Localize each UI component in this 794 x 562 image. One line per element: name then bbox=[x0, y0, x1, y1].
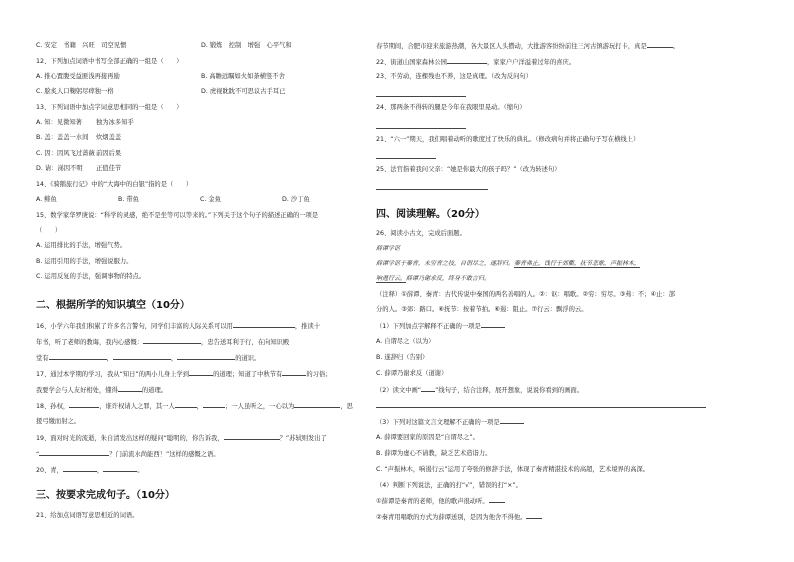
q19-line2 bbox=[36, 450, 220, 459]
sub-q1-option-b: B. 遂辞归（告别） bbox=[376, 354, 429, 361]
q17-text-4: 我要学会与人友好相处，懂得 bbox=[36, 387, 118, 394]
q20-text-3: 。 bbox=[137, 467, 144, 474]
q20-line bbox=[36, 466, 144, 475]
spring-festival-text: 春节期间，合肥市迎来旅游热潮，各大景区人头攒动，大批游客纷纷前往三河古镇游玩打卡，真是 bbox=[376, 43, 647, 50]
section-4-heading: 四、阅读理解。（20分） bbox=[376, 209, 485, 220]
q25-answer-line[interactable] bbox=[376, 157, 436, 159]
q17-text-5: 的道理。 bbox=[141, 387, 168, 394]
q17-blank-1[interactable] bbox=[189, 370, 213, 376]
q17-line2 bbox=[36, 386, 167, 395]
q26-answer-line[interactable] bbox=[376, 188, 488, 190]
q13-b-part2: 炊烟盖盖 bbox=[96, 134, 122, 141]
sub-q4-item2 bbox=[376, 513, 542, 522]
q18-text-4: ；一人虽听之，一心以为 bbox=[225, 403, 295, 410]
sub-q3-text: （3）下列对这篇文言文理解不正确的一项是 bbox=[376, 419, 500, 426]
classical-line1 bbox=[376, 260, 640, 267]
q24-stem: 24、那两条不得转的腿是今年在我眼里晃动。（缩句） bbox=[376, 104, 526, 111]
sub-q1-option-a: A. 自谓尽之（以为） bbox=[376, 338, 435, 345]
notes-line1: （注释）①薛谭、秦青：古代传说中秦国的两名善唱的人。②：讴：唱歌。②穷：穷尽。③弗：不；④止：部 bbox=[376, 291, 675, 298]
sub-q4-item2-blank[interactable] bbox=[526, 513, 542, 519]
sub-q1-stem bbox=[376, 322, 505, 331]
classical-title: 薛谭学讴 bbox=[376, 245, 401, 252]
q13-a-part1: A. 知：见微知著 bbox=[36, 119, 82, 126]
sub-q3-stem bbox=[376, 418, 524, 427]
sub-q2-stem bbox=[376, 386, 583, 395]
sub-q4-stem: （4）判断下列说法，正确的打“√”，错误的打“×”。 bbox=[376, 482, 522, 489]
q26-stem: 25、法官指着我问父亲：“她是你最大的孩子吗？”（改为转述句） bbox=[376, 166, 561, 173]
q14-options bbox=[36, 196, 310, 204]
q16-line1 bbox=[36, 322, 320, 331]
q18-text-1: 18、孙权， bbox=[36, 403, 70, 410]
q13-row-c bbox=[36, 150, 121, 158]
q14-option-c: C. 金鱼 bbox=[200, 196, 221, 203]
q18-text-3: ， bbox=[196, 403, 204, 410]
notes-line2: 分的人。③郊：路口。⑥抚节：按着节拍。⑥遏：阻止。⑦行云：飘浮的云。 bbox=[376, 306, 588, 313]
q16-text-5: 堂有 bbox=[36, 355, 49, 362]
sub-q3-option-c: C. “声振林木，响遏行云”运用了夸张的修辞手法，体现了秦青精湛技术的高超，艺术境界的高深。 bbox=[376, 466, 650, 473]
q16-blank-4[interactable] bbox=[113, 354, 171, 360]
q14-option-a: A. 鲱鱼 bbox=[36, 196, 57, 203]
q18-blank-1[interactable] bbox=[69, 402, 99, 408]
q19-line1 bbox=[36, 434, 327, 443]
q13-row-a bbox=[36, 119, 134, 127]
q12-option-b: B. 高瞻远瞩如火如荼横竖不舍 bbox=[201, 73, 285, 80]
sub-q3-option-b: B. 薛谭为虚心不请教，缺乏艺术造诣力。 bbox=[376, 450, 492, 457]
q13-c-part1: C. 因：因风飞过蔷薇 bbox=[36, 150, 95, 157]
q16-text-2: ，推读十 bbox=[294, 323, 321, 330]
sub-q1-text: （1）下列加点字解释不正确的一项是 bbox=[376, 323, 481, 330]
q19-text-1: 19、面对时光的流逝，朱自清发出这样的疑问“聪明的，你告诉我， bbox=[36, 435, 224, 442]
q12-row2 bbox=[36, 88, 285, 96]
q15-option-b: B. 运用引用的手法，增强说服力。 bbox=[36, 258, 133, 265]
q16-line2 bbox=[36, 338, 289, 347]
q19-blank-2[interactable] bbox=[39, 450, 109, 456]
q15-option-a: A. 运用排比的手法，增强气势。 bbox=[36, 242, 127, 249]
q21-stem: 21、给加点词语写意思相近的词语。 bbox=[36, 512, 139, 519]
q16-blank-5[interactable] bbox=[177, 354, 235, 360]
q16-text-1: 16、小学六年我们积累了许多名言警句，同学们丰富的人际关系可以用 bbox=[36, 323, 233, 330]
q17-blank-2[interactable] bbox=[282, 370, 306, 376]
q18-blank-3[interactable] bbox=[203, 402, 225, 408]
q16-line3: 堂有 ， ， 的道识。 bbox=[36, 355, 261, 362]
q12-stem: 12、下列加点词语中书写全部正确的一组是（ ） bbox=[36, 58, 183, 65]
sub-q1-option-c: C. 薛谭乃谢求反（道谢） bbox=[376, 370, 448, 377]
q17-text-1: 17、通过本学期的学习，我从“知日”的两小儿身上学到 bbox=[36, 371, 190, 378]
q13-b-part1: B. 盖：盖盖一水间 bbox=[36, 134, 89, 141]
q17-line1 bbox=[36, 370, 332, 379]
q11-options-row bbox=[36, 42, 292, 50]
q13-row-b bbox=[36, 134, 121, 142]
q12-row1 bbox=[36, 73, 285, 81]
q12-option-c: C. 脍炙人口鞠躬尽瘁独一格 bbox=[36, 88, 114, 95]
q18-line2: 援弓缴而射之。 bbox=[36, 418, 81, 425]
q19-text-3: “ bbox=[36, 451, 40, 458]
q18-text-5: ，思 bbox=[340, 403, 353, 410]
q20-blank-2[interactable] bbox=[103, 466, 137, 472]
q16-blank-1[interactable] bbox=[233, 322, 295, 328]
q14-option-b: B. 带鱼 bbox=[118, 196, 139, 203]
sub-q2-answer-line[interactable] bbox=[376, 406, 706, 408]
forest-blank[interactable] bbox=[447, 58, 487, 64]
q16-blank-3[interactable] bbox=[49, 354, 107, 360]
spring-festival-end: 。 bbox=[672, 43, 680, 50]
sub-q2-text-2: ”线句子，结合注释，展开想象，说说你看到的画面。 bbox=[435, 387, 584, 394]
q13-row-d bbox=[36, 165, 121, 173]
q14-stem: 14、《骑鹅旅行记》中的“大海中的白银”指的是（ ） bbox=[36, 181, 193, 188]
q16-text-4: ，忠告送耳利于行，在向知识殿 bbox=[201, 339, 290, 346]
sub-q3-blank[interactable] bbox=[500, 418, 524, 424]
classical-underlined-2: 响遏行云。 bbox=[376, 275, 407, 282]
q17-text-2: 的道理；知道了中秋节有 bbox=[213, 371, 283, 378]
q18-text-2: ，谁许权请人之罪，其一人 bbox=[99, 403, 175, 410]
q18-blank-4[interactable] bbox=[294, 402, 340, 408]
q13-c-part2: 前因后果 bbox=[96, 150, 122, 157]
q13-stem: 13、下列词语中加点字词意思相同的一组是（ ） bbox=[36, 104, 183, 111]
q19-text-2: ？”苏轼则发出了 bbox=[279, 435, 327, 442]
classical-sentence-2: 薛谭乃谢求反，终身不敢言归。 bbox=[406, 275, 491, 282]
classical-underlined-1: 秦青弗止，饯行于郊衢，抚节悲歌，声振林木， bbox=[514, 260, 641, 267]
q18-line1 bbox=[36, 402, 353, 411]
q20-blank-1[interactable] bbox=[63, 466, 97, 472]
q12-option-a: A. 推心置腹受益匪浅再接再励 bbox=[36, 73, 120, 80]
q27-intro: 26、阅读小古文，完成后面题。 bbox=[376, 230, 466, 237]
sub-q3-option-a: A. 薛谭要回家的原因是“自谓尽之”。 bbox=[376, 434, 479, 441]
q13-d-part1: D. 请：涕因不明 bbox=[36, 165, 83, 172]
spring-festival-blank[interactable] bbox=[647, 42, 673, 48]
sub-q2-line-mark bbox=[421, 386, 435, 392]
forest-text-end: ，家家户户洋溢着过年的喜庆。 bbox=[486, 59, 576, 66]
section-3-heading: 三、按要求完成句子。（10分） bbox=[36, 490, 175, 501]
q16-text-3: 年书，听了老师的教诲，我内心感慨： bbox=[36, 339, 144, 346]
q11-option-c: C. 安定 书籍 兴旺 司空见惯 bbox=[36, 42, 127, 49]
q23-stem: 23、不劳动，连棵残也不养，这是真理。（改为反问句） bbox=[376, 73, 532, 80]
q13-d-part2: 正值佳节 bbox=[96, 165, 122, 172]
q15-stem: 15、数学家华罗庚说：“科学的灵感，绝不是坐等可以等来的。”下列关于这个句子的描述正确的一项是 bbox=[36, 212, 319, 219]
sub-q1-blank[interactable] bbox=[481, 322, 505, 328]
q20-text-1: 20、青， bbox=[36, 467, 63, 474]
q15-paren: （ ） bbox=[36, 227, 62, 234]
q18-blank-2[interactable] bbox=[175, 402, 197, 408]
q15-option-c: C. 运用反复的手法，强调事物的特点。 bbox=[36, 273, 146, 280]
classical-line2 bbox=[376, 275, 490, 282]
r-line-forest bbox=[376, 58, 575, 67]
q24-answer-line[interactable] bbox=[376, 127, 466, 129]
q19-text-4: ？门前流水尚能西！”这样的感慨之语。 bbox=[109, 451, 220, 458]
r-line-spring bbox=[376, 42, 679, 51]
q14-option-d: D. 沙丁鱼 bbox=[282, 196, 310, 203]
q16-blank-2[interactable] bbox=[143, 338, 201, 344]
sub-q4-item1 bbox=[376, 497, 505, 506]
q17-text-3: 的习俗； bbox=[306, 371, 332, 378]
sub-q4-item2-text: ②秦青用唱歌的方式为薛谭送别，是因为他舍不得他。 bbox=[376, 514, 527, 521]
q19-blank-1[interactable] bbox=[224, 434, 280, 440]
sub-q2-text-1: （2）读文中画“ bbox=[376, 387, 422, 394]
q17-blank-3[interactable] bbox=[118, 386, 142, 392]
q16-text-6: 的道识。 bbox=[235, 355, 261, 362]
section-2-heading: 二、根据所学的知识填空（10分） bbox=[36, 300, 190, 311]
q11-option-d: D. 锻炼 控制 增强 心平气和 bbox=[201, 42, 292, 49]
q12-option-d: D. 虎视眈眈不可思议古手耳已 bbox=[201, 88, 286, 95]
q13-a-part2: 独为冰多知乎 bbox=[96, 119, 134, 126]
classical-sentence-1: 薛谭学讴于秦青，未穷青之技，自谓尽之，遂辞归。 bbox=[376, 260, 515, 267]
q23-answer-line[interactable] bbox=[376, 95, 466, 97]
q25-stem: 21、“六一”期天，我们唱着动听的歌度过了快乐的典礼。（修改病句并将正确句子写在横线上） bbox=[376, 136, 640, 143]
sub-q4-item1-text: ①薛谭是秦青的老师，他的歌声很动听。 bbox=[376, 498, 489, 505]
q20-text-2: ， bbox=[96, 467, 104, 474]
sub-q4-item1-blank[interactable] bbox=[489, 497, 505, 503]
forest-text: 22、街道山国家森林公园 bbox=[376, 59, 447, 66]
